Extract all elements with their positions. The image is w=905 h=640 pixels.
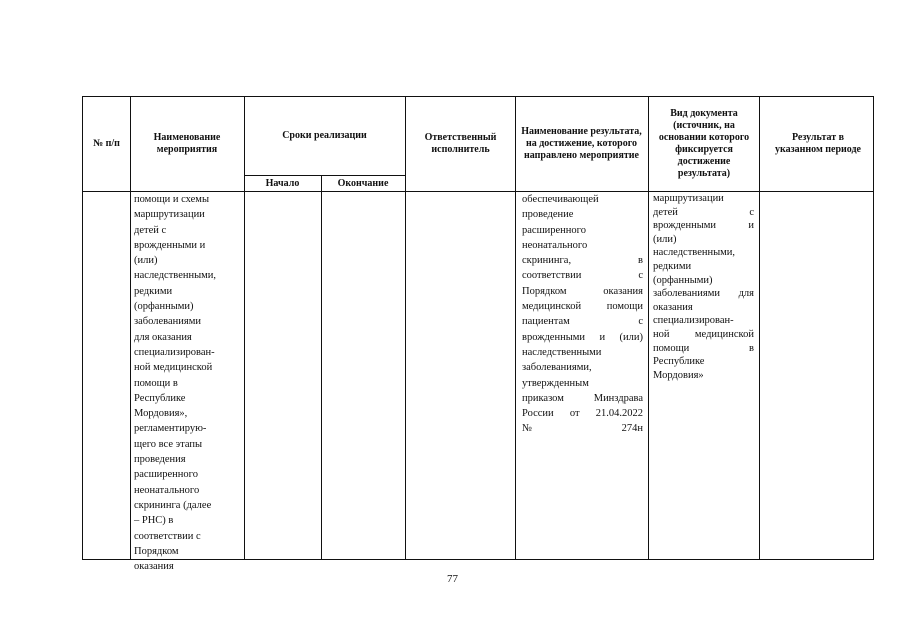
text-line: заболеваниями, [522, 362, 592, 374]
text-line: приказом Минздрава [522, 392, 643, 404]
text-line: (орфанными) [653, 274, 713, 286]
col-divider [130, 97, 131, 559]
header-number: № п/п [93, 138, 120, 149]
text-line: расширенного [134, 469, 198, 481]
text-line: утвержденным [522, 377, 589, 389]
text-line: соответствии с [134, 530, 201, 542]
text-line: для оказания [134, 331, 192, 343]
text-line: оказания [653, 301, 693, 313]
text-line: № 274н [522, 423, 643, 435]
text-line: врожденными и [134, 239, 206, 251]
header-document-type: Вид документа (источник, на основании которого фиксируется достижение результата) [658, 108, 750, 179]
text-line: Порядком [134, 545, 179, 557]
text-line: (или) [134, 255, 158, 267]
text-line: расширенного [522, 224, 586, 236]
text-line: проведения [134, 454, 186, 466]
document-type-cell [653, 192, 754, 382]
col-divider [648, 97, 649, 559]
activity-name-cell [134, 192, 240, 574]
text-line: специализирован- [134, 346, 215, 358]
text-line: наследственными, [653, 247, 736, 259]
text-line: пациентам с [522, 316, 643, 328]
header-activity-name: Наименование мероприятия [153, 132, 221, 155]
text-line: врожденными и (или) [522, 331, 643, 343]
text-line: проведение [522, 209, 574, 221]
result-name-cell [522, 192, 643, 437]
text-line: Республике [653, 356, 705, 368]
text-line: (орфанными) [134, 301, 194, 313]
text-line: помощи и схемы [134, 194, 210, 205]
text-line: детей с [653, 206, 754, 218]
text-line: (или) [653, 233, 677, 245]
col-divider [515, 97, 516, 559]
text-line: заболеваниями для [653, 288, 754, 300]
text-line: детей с [134, 224, 167, 236]
text-line: России от 21.04.2022 [522, 408, 643, 420]
text-line: маршрутизации [653, 193, 724, 204]
header-terms: Сроки реализации [282, 130, 367, 141]
text-line: ной медицинской [134, 362, 213, 374]
text-line: наследственными, [134, 270, 217, 282]
header-result-period: Результат в указанном периоде [774, 132, 861, 155]
header-start: Начало [265, 177, 300, 189]
text-line: неонатального [522, 239, 588, 251]
text-line: оказания [134, 561, 174, 573]
header-responsible: Ответственный исполнитель [424, 132, 497, 155]
text-line: помощи в [653, 342, 754, 354]
text-line: скрининга (далее [134, 499, 212, 511]
activities-table [82, 96, 874, 573]
text-line: Мордовия», [134, 408, 188, 420]
header-result-name: Наименование результата, на достижение, которого направлено мероприятие [521, 126, 642, 161]
text-line: заболеваниями [134, 316, 201, 328]
text-line: соответствии с [522, 270, 643, 282]
col-divider [405, 97, 406, 559]
text-line: медицинской помощи [522, 301, 643, 313]
text-line: специализирован- [653, 315, 734, 327]
col-divider [759, 97, 760, 559]
text-line: регламентирую- [134, 423, 207, 435]
text-line: щего все этапы [134, 438, 203, 450]
text-line: помощи в [134, 377, 178, 389]
text-line: неонатального [134, 484, 200, 496]
page-number: 77 [447, 573, 458, 585]
text-line: Мордовия» [653, 369, 704, 381]
text-line: Республике [134, 392, 186, 404]
text-line: маршрутизации [134, 209, 205, 221]
text-line: врожденными и [653, 220, 754, 232]
col-divider [321, 176, 322, 559]
text-line: – РНС) в [134, 515, 174, 527]
text-line: Порядком оказания [522, 285, 643, 297]
text-line: редкими [134, 285, 173, 297]
text-line: обеспечивающей [522, 194, 599, 205]
text-line: ной медицинской [653, 328, 754, 340]
header-end: Окончание [337, 177, 389, 189]
text-line: редкими [653, 260, 692, 272]
text-line: наследственными [522, 346, 602, 358]
text-line: скрининга, в [522, 255, 643, 267]
